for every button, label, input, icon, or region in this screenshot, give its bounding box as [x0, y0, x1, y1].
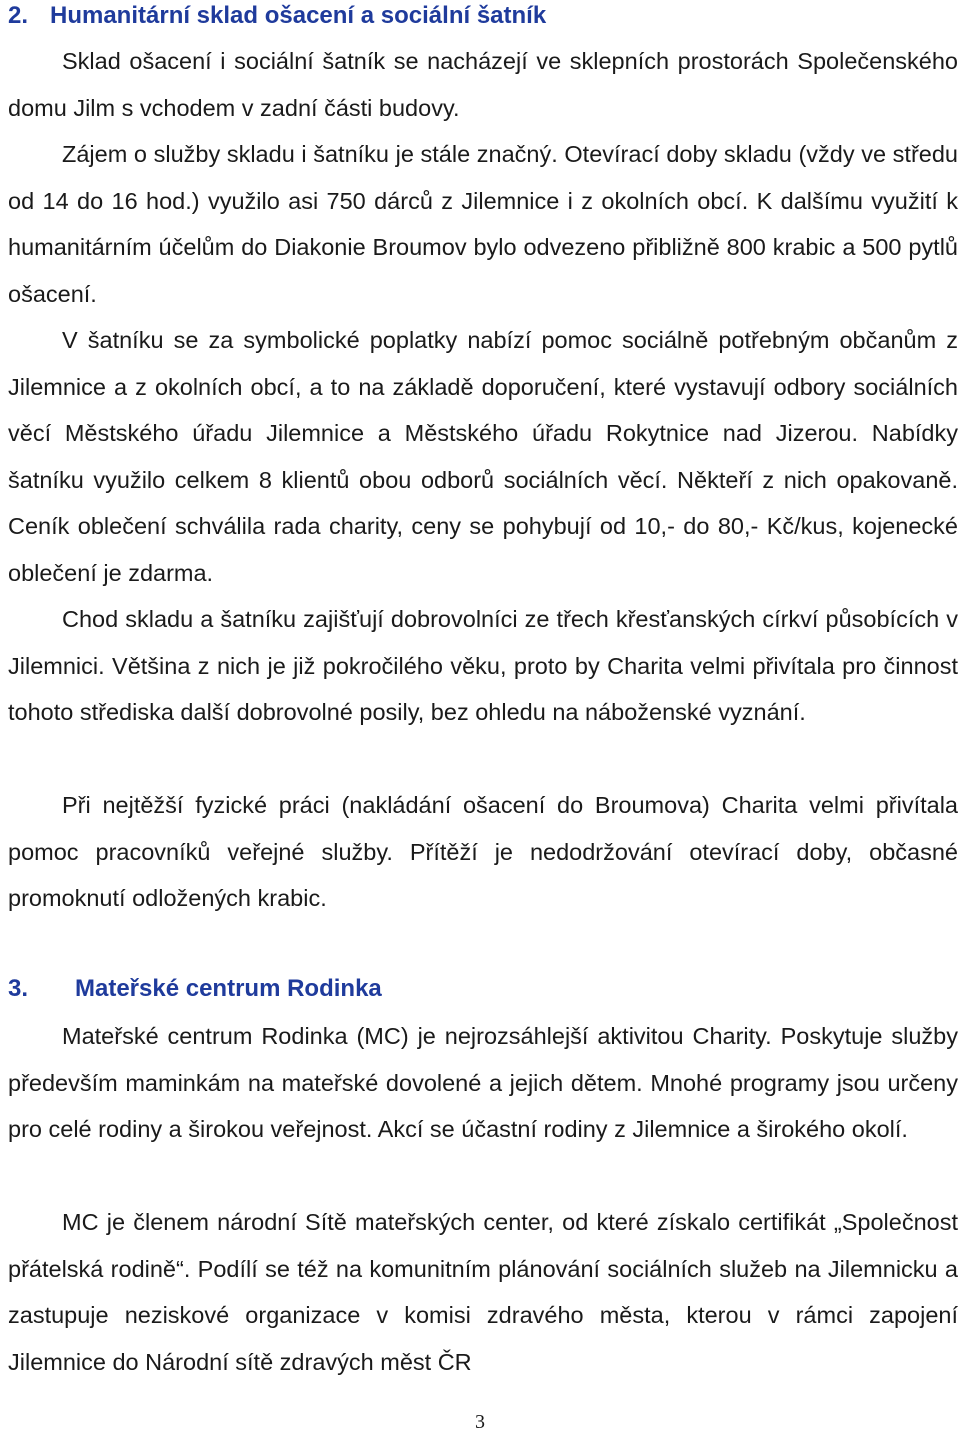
paragraph: Zájem o služby skladu i šatníku je stále značný. Otevírací doby skladu (vždy ve středu od 14 do 16 hod.) využilo asi 750 dárců z Jilemnice i z okolních obcí. K dalšímu využití k humanitárním účelům do Diakonie Broumov bylo odvezeno přibližně 800 krabic a 500 pytlů ošacení. — [8, 141, 958, 307]
section-heading-3 — [8, 974, 382, 1004]
section-number: 2. — [8, 2, 29, 29]
section-heading-2 — [8, 1, 546, 31]
section-title: Mateřské centrum Rodinka — [75, 975, 382, 1002]
paragraph: Chod skladu a šatníku zajišťují dobrovolníci ze třech křesťanských církví působících v Jilemnici. Většina z nich je již pokročilého věku, proto by Charita velmi přivítala pro činnost tohoto střediska další dobrovolné posily, bez ohledu na náboženské vyznání. — [8, 606, 958, 725]
section-title: Humanitární sklad ošacení a sociální šatník — [50, 2, 547, 29]
page-number: 3 — [475, 1411, 485, 1433]
section-number: 3. — [8, 975, 29, 1002]
paragraph: Při nejtěžší fyzické práci (nakládání ošacení do Broumova) Charita velmi přivítala pomoc pracovníků veřejné služby. Přítěží je nedodržování otevírací doby, občasné promoknutí odložených krabic. — [8, 792, 958, 911]
paragraph: MC je členem národní Sítě mateřských center, od které získalo certifikát „Společnost přátelská rodině“. Podílí se též na komunitním plánování sociálních služeb na Jilemnicku a zastupuje neziskové organizace v komisi zdravého města, kterou v rámci zapojení Jilemnice do Národní sítě zdravých měst ČR — [8, 1209, 958, 1375]
paragraph: Sklad ošacení i sociální šatník se nacházejí ve sklepních prostorách Společenského domu Jilm s vchodem v zadní části budovy. — [8, 48, 958, 121]
paragraph: Mateřské centrum Rodinka (MC) je nejrozsáhlejší aktivitou Charity. Poskytuje služby především maminkám na mateřské dovolené a jejich dětem. Mnohé programy jsou určeny pro celé rodiny a širokou veřejnost. Akcí se účastní rodiny z Jilemnice a širokého okolí. — [8, 1023, 958, 1142]
paragraph: V šatníku se za symbolické poplatky nabízí pomoc sociálně potřebným občanům z Jilemnice a z okolních obcí, a to na základě doporučení, které vystavují odbory sociálních věcí Městského úřadu Jilemnice a Městského úřadu Rokytnice nad Jizerou. Nabídky šatníku využilo celkem 8 klientů obou odborů sociálních věcí. Někteří z nich opakovaně. Ceník oblečení schválila rada charity, ceny se pohybují od 10,- do 80,- Kč/kus, kojenecké oblečení je zdarma. — [8, 327, 958, 586]
